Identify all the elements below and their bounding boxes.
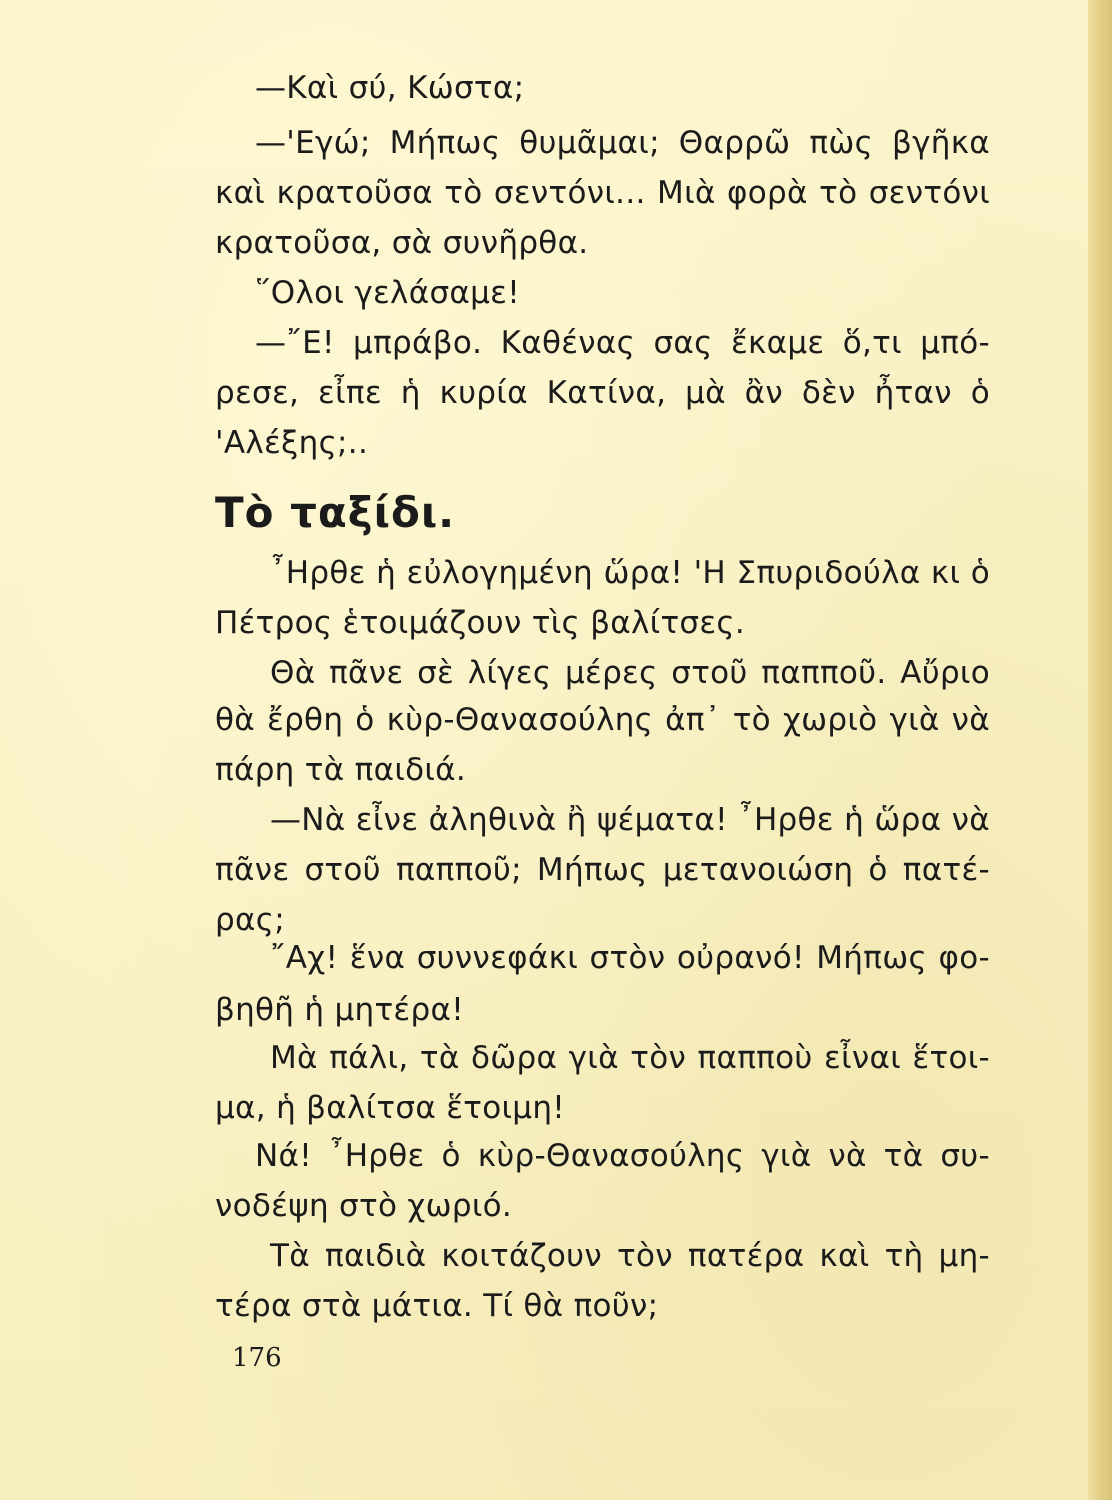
text-line: καὶ κρατοῦσα τὸ σεντόνι... Μιὰ φορὰ τὸ σεντόνι <box>215 175 990 211</box>
text-line: μα, ἡ βαλίτσα ἕτοιμη! <box>215 1090 565 1126</box>
text-line: νοδέψη στὸ χωριό. <box>215 1188 513 1224</box>
text-line: τέρα στὰ μάτια. Τί θὰ ποῦν; <box>215 1288 659 1324</box>
text-line: Νά! ῏Ηρθε ὁ κὺρ-Θανασούλης γιὰ νὰ τὰ συ- <box>255 1138 990 1174</box>
text-line: —Καὶ σύ, Κώστα; <box>255 70 525 106</box>
text-line: θὰ ἔρθη ὁ κὺρ-Θανασούλης ἀπ᾿ τὸ χωριὸ γιὰ νὰ <box>215 702 990 738</box>
text-line: ρας; <box>215 902 285 938</box>
text-line: ῞Ολοι γελάσαμε! <box>255 275 520 311</box>
section-heading: Τὸ ταξίδι. <box>215 488 456 537</box>
text-line: πᾶνε στοῦ παπποῦ; Μήπως μετανοιώση ὁ πατέ- <box>215 852 990 888</box>
text-line: Τὰ παιδιὰ κοιτάζουν τὸν πατέρα καὶ τὴ μη- <box>270 1238 990 1274</box>
page-number: 176 <box>232 1343 282 1373</box>
text-line: ῏Ηρθε ἡ εὐλογημένη ὥρα! 'Η Σπυριδούλα κι ὁ <box>270 555 990 591</box>
text-line: Μὰ πάλι, τὰ δῶρα γιὰ τὸν παπποὺ εἶναι ἕτοι- <box>270 1040 990 1076</box>
text-line: 'Αλέξης;.. <box>215 425 369 461</box>
text-line: —'Εγώ; Μήπως θυμᾶμαι; Θαρρῶ πὼς βγῆκα <box>255 125 990 161</box>
text-line: —῎Ε! μπράβο. Καθένας σας ἔκαμε ὅ,τι μπό- <box>255 325 990 361</box>
text-line: βηθῆ ἡ μητέρα! <box>215 992 464 1028</box>
text-line: ῎Αχ! ἕνα συννεφάκι στὸν οὐρανό! Μήπως φο- <box>270 940 990 976</box>
text-line: ρεσε, εἶπε ἡ κυρία Κατίνα, μὰ ἂν δὲν ἦταν ὁ <box>215 375 990 411</box>
text-line: —Νὰ εἶνε ἀληθινὰ ἢ ψέματα! ῏Ηρθε ἡ ὥρα νὰ <box>270 802 990 838</box>
text-line: πάρη τὰ παιδιά. <box>215 752 467 788</box>
text-line: Πέτρος ἑτοιμάζουν τὶς βαλίτσες. <box>215 605 746 641</box>
text-line: Θὰ πᾶνε σὲ λίγες μέρες στοῦ παπποῦ. Αὔριο <box>270 655 990 691</box>
text-line: κρατοῦσα, σὰ συνῆρθα. <box>215 225 589 261</box>
page-edge-shadow <box>1088 0 1112 1500</box>
